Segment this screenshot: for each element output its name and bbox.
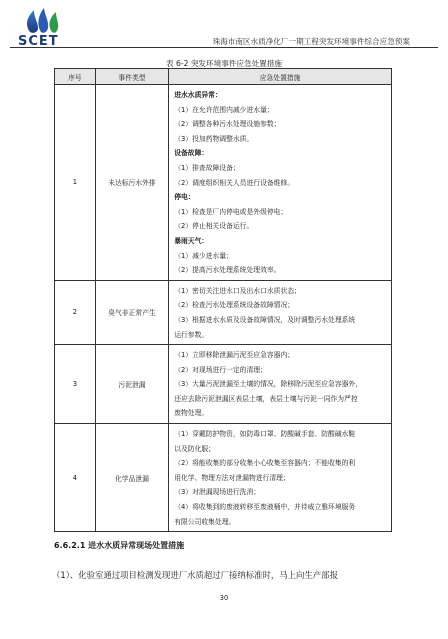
body-paragraph: （1）、化验室通过项目检测发现进厂水质超过厂接纳标准时，马上向生产部报 [52, 570, 338, 580]
measure-item: 用化学、物理方法对泄漏物进行清理； [174, 473, 290, 482]
row-number: 2 [55, 280, 96, 344]
measure-item: 还应去除污泥泄漏区表层土壤，表层土壤与污泥一同作为严控 [174, 394, 358, 403]
column-header-measures: 应急处置措施 [169, 69, 392, 85]
section-heading: 6.6.2.1 进水水质异常现场处置措施 [54, 541, 185, 550]
measure-item: 有限公司收集处理。 [174, 517, 236, 526]
measure-item: （1）排查故障设备； [174, 163, 240, 172]
measure-item: （1）立即移除泄漏污泥至应急容器内； [174, 351, 295, 360]
measure-item: （4）将收集到的废液转移至废液桶中，并待威立雅环境服务 [174, 503, 356, 512]
measure-item: （1）穿戴防护物资，如防毒口罩、防酸碱手套、防酸碱水鞋 [174, 430, 356, 439]
table-header-row [55, 69, 392, 85]
measure-item: （2）对现场进行一定的清理； [174, 365, 267, 374]
event-type: 化学品泄漏 [95, 424, 168, 532]
measure-item: （3）对泄漏现场进行洗消； [174, 488, 261, 497]
header-divider [10, 47, 438, 48]
measure-item: （3）大量污泥泄漏至土壤的情况，除移除污泥至应急容器外， [174, 380, 363, 389]
measure-item: （1）减少进水量； [174, 251, 233, 260]
measure-item: （1）密切关注进水口及出水口水质状态； [174, 286, 301, 295]
measure-subheading: 暴雨天气： [174, 236, 209, 245]
measure-item: （3）投加药物调整水质。 [174, 134, 254, 143]
company-logo-icon [12, 6, 72, 58]
measure-item: （2）调度组织相关人员进行设备维修。 [174, 178, 295, 187]
logo-text: SCET [18, 34, 59, 49]
measure-subheading: 停电： [174, 193, 195, 202]
row-number: 1 [55, 85, 96, 281]
table-row [55, 85, 392, 281]
page-header [0, 0, 448, 60]
measure-item: （1）在允许范围内减少进水量； [174, 105, 274, 114]
measure-item: （2）调整各种污水处理设施参数； [174, 120, 281, 129]
measure-subheading: 设备故障： [174, 149, 209, 158]
event-type: 未达标污水外排 [95, 85, 168, 281]
page-number: 30 [219, 594, 229, 602]
measure-item: （3）根据进水水质及设备故障情况，及时调整污水处理系统 [174, 315, 356, 324]
document-title: 珠海市南区水质净化厂一期工程突发环境事件综合应急预案 [212, 37, 410, 46]
measures-cell [169, 85, 392, 281]
table-row [55, 280, 392, 344]
table-row [55, 424, 392, 532]
measure-item: （1）检查是厂内停电或是外级停电； [174, 207, 288, 216]
row-number: 4 [55, 424, 96, 532]
table-caption: 表 6-2 突发环境事件应急处置措施 [166, 59, 282, 68]
measures-cell [169, 280, 392, 344]
measure-item: （2）检查污水处理系统设备故障情况； [174, 301, 295, 310]
column-header-type: 事件类型 [95, 69, 168, 85]
event-type: 污泥泄漏 [95, 345, 168, 424]
column-header-no: 序号 [55, 69, 96, 85]
measure-item: （2）停止相关设备运行。 [174, 222, 254, 231]
measure-item: 废物处理。 [174, 409, 209, 418]
measure-item: 运行参数。 [174, 330, 209, 339]
measure-item: （2）将能收集的部分收集小心收集至容器内；不能收集的利 [174, 459, 356, 468]
table-row [55, 345, 392, 424]
measure-subheading: 进水水质异常： [174, 91, 222, 99]
emergency-measures-table [54, 68, 392, 532]
event-type: 臭气非正常产生 [95, 280, 168, 344]
measure-item: （2）提高污水处理系统处理效率。 [174, 266, 281, 275]
measures-cell [169, 424, 392, 532]
measures-cell [169, 345, 392, 424]
row-number: 3 [55, 345, 96, 424]
measure-item: 以及防化服； [174, 444, 215, 453]
